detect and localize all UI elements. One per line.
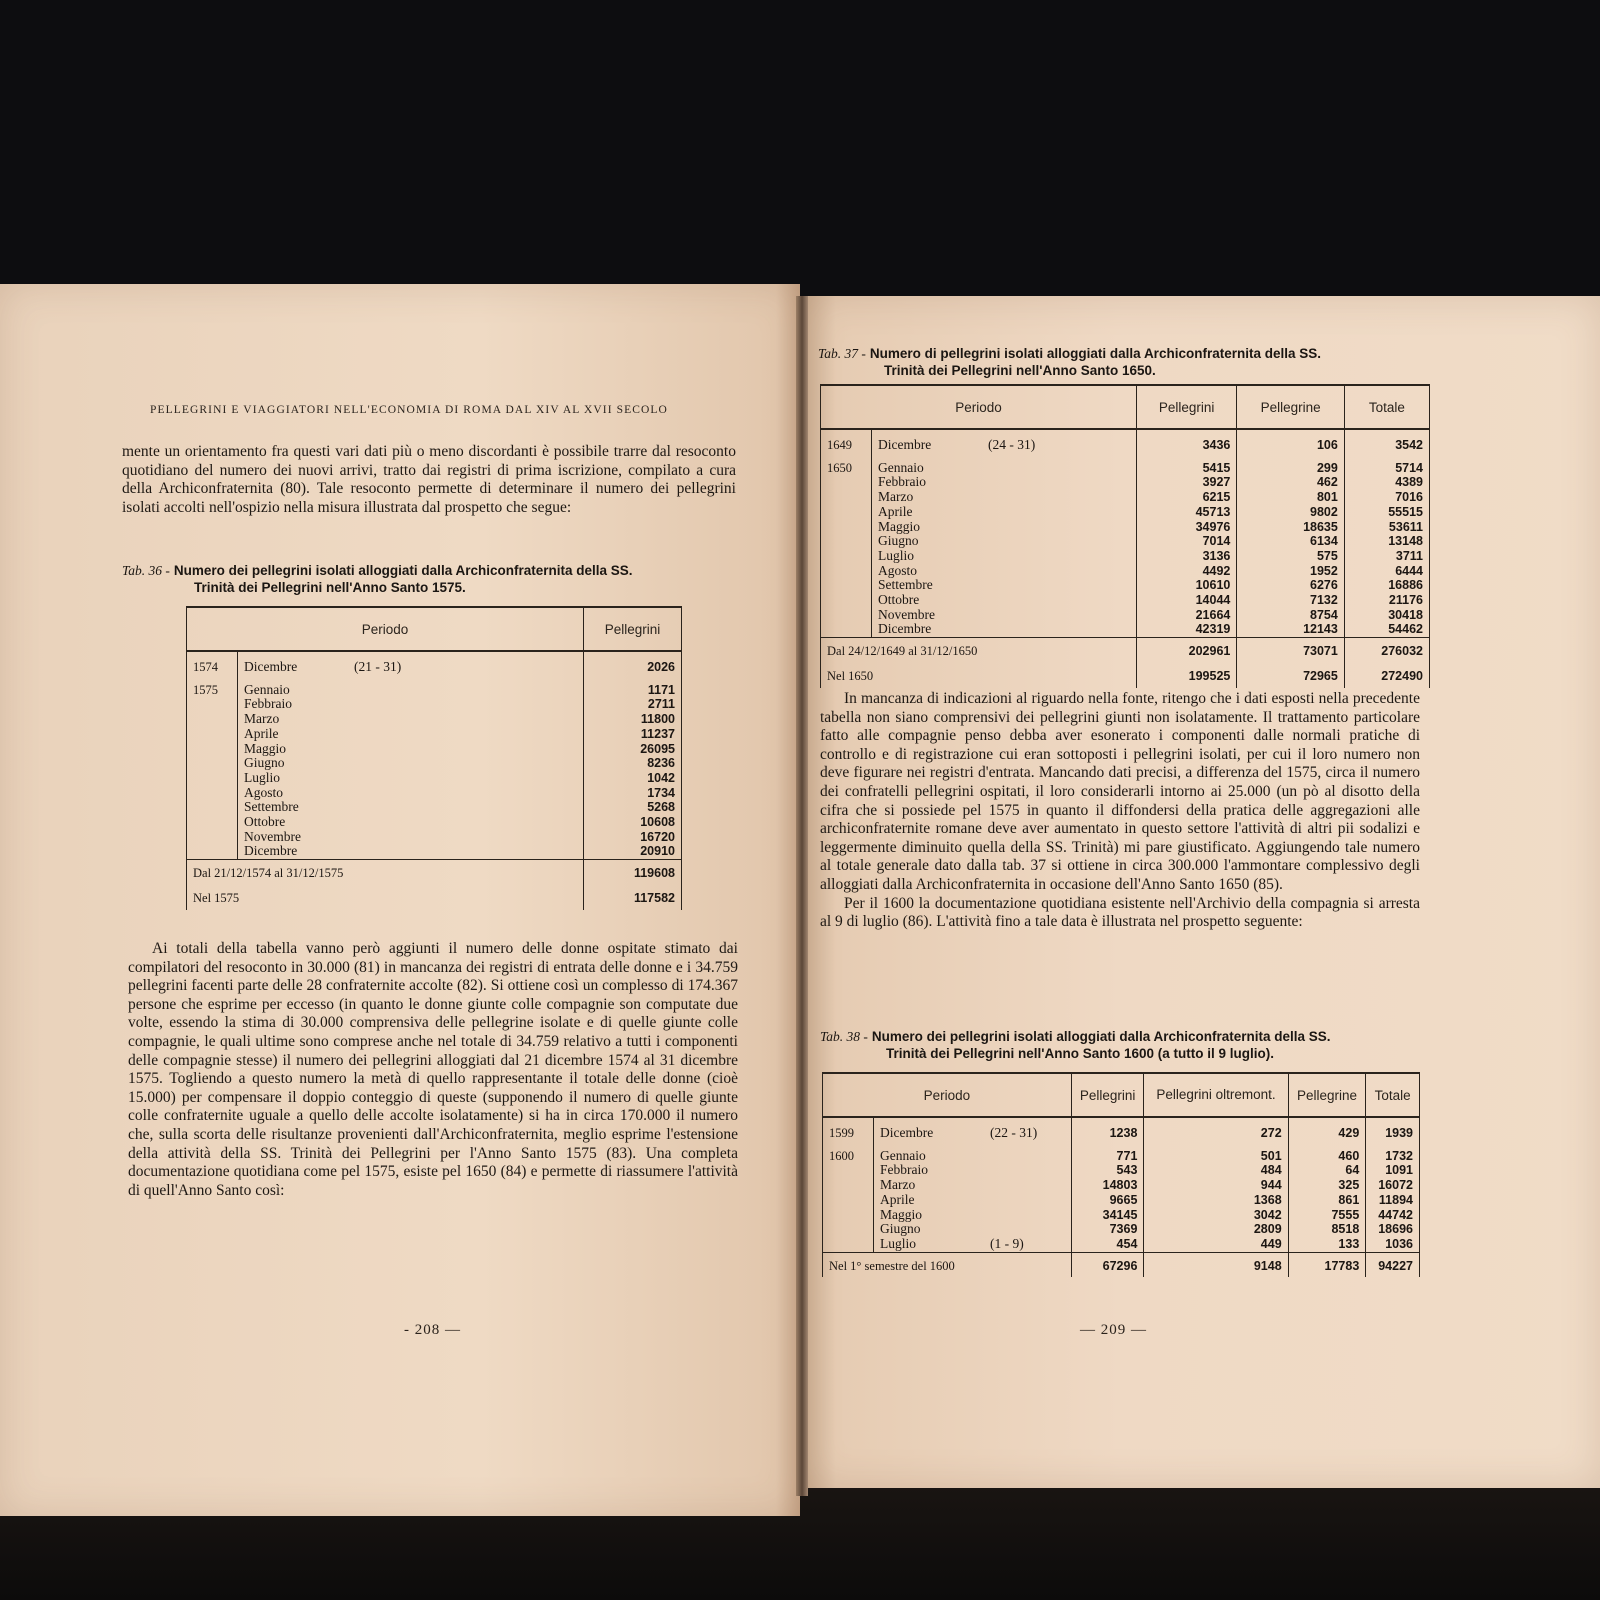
- total-label: Dal 21/12/1574 al 31/12/1575: [187, 860, 584, 885]
- table-row: [187, 786, 682, 801]
- period-cell: [238, 712, 584, 727]
- value-cell: 3136: [1136, 549, 1236, 564]
- month-label: Ottobre: [244, 814, 286, 830]
- value-cell: 429: [1288, 1126, 1366, 1141]
- table-row: [187, 727, 682, 742]
- total-label: Nel 1° semestre del 1600: [823, 1252, 1072, 1277]
- period-cell: [872, 475, 1137, 490]
- period-cell: [872, 461, 1137, 476]
- table-row: [823, 1208, 1420, 1223]
- month-label: Luglio: [878, 547, 914, 563]
- period-cell: [872, 564, 1137, 579]
- book-gutter: [796, 296, 808, 1496]
- col-periodo: Periodo: [821, 385, 1137, 429]
- value-cell: 2711: [584, 697, 682, 712]
- value-cell: 34976: [1136, 520, 1236, 535]
- table-row: [187, 771, 682, 786]
- value-cell: 9665: [1071, 1193, 1144, 1208]
- total-label: Dal 24/12/1649 al 31/12/1650: [821, 638, 1137, 663]
- value-cell: 5415: [1136, 461, 1236, 476]
- period-cell: [874, 1163, 1072, 1178]
- total-row: [821, 663, 1430, 688]
- value-cell: 3436: [1136, 438, 1236, 453]
- value-cell: 26095: [584, 742, 682, 757]
- year-label: 1650: [821, 461, 872, 476]
- period-cell: [238, 683, 584, 698]
- col-pellegrine: Pellegrine: [1237, 385, 1344, 429]
- table-row: [821, 578, 1430, 593]
- col-pellegrine: Pellegrine: [1288, 1073, 1366, 1117]
- value-cell: 7132: [1237, 593, 1344, 608]
- value-cell: 6444: [1344, 564, 1429, 579]
- table-row: [821, 549, 1430, 564]
- table-row: [823, 1237, 1420, 1252]
- value-cell: 34145: [1071, 1208, 1144, 1223]
- value-cell: 18696: [1366, 1222, 1420, 1237]
- table38-caption: Tab. 38 - Numero dei pellegrini isolati alloggiati dalla Archiconfraternita della SS. Trinità dei Pellegrini nell'Anno Santo 1600 (a tutto il 9 luglio).: [820, 1029, 1331, 1061]
- month-label: Dicembre: [244, 843, 298, 859]
- value-cell: 1368: [1144, 1193, 1288, 1208]
- value-cell: 484: [1144, 1163, 1288, 1178]
- value-cell: 55515: [1344, 505, 1429, 520]
- month-label: Luglio: [244, 769, 280, 785]
- period-cell: [238, 771, 584, 786]
- value-cell: 11800: [584, 712, 682, 727]
- table-36: [186, 606, 682, 910]
- value-cell: 2809: [1144, 1222, 1288, 1237]
- value-cell: 462: [1237, 475, 1344, 490]
- value-cell: 1042: [584, 771, 682, 786]
- year-label: 1649: [821, 438, 872, 453]
- value-cell: 16072: [1366, 1178, 1420, 1193]
- month-label: Dicembre: [878, 621, 932, 637]
- value-cell: 14044: [1136, 593, 1236, 608]
- table-row: [821, 475, 1430, 490]
- table37-caption: Tab. 37 - Numero di pellegrini isolati alloggiati dalla Archiconfraternita della SS. Trinità dei Pellegrini nell'Anno Santo 1650.: [818, 346, 1321, 378]
- total-value: 67296: [1071, 1252, 1144, 1277]
- table-row: [823, 1149, 1420, 1164]
- value-cell: 3711: [1344, 549, 1429, 564]
- month-label: Febbraio: [244, 696, 292, 712]
- period-cell: [874, 1208, 1072, 1223]
- value-cell: 1732: [1366, 1149, 1420, 1164]
- col-pellegrini: Pellegrini: [1136, 385, 1236, 429]
- month-label: Aprile: [878, 503, 913, 519]
- table-row: [187, 756, 682, 771]
- value-cell: 1734: [584, 786, 682, 801]
- month-label: Gennaio: [880, 1147, 926, 1163]
- value-cell: 133: [1288, 1237, 1366, 1252]
- body-paragraph-right: In mancanza di indicazioni al riguardo nella fonte, ritengo che i dati esposti nella precedente tabella non siano comprensivi dei pellegrini giunti non isolatamente. Il trattamento particolare fatto alle compagnie penso debba aver esonerato i componenti dalle normali pratiche di controllo e di registrazione cui eran sottoposti i pellegrini isolati, per cui il loro numero non deve figurare nei registri d'entrata. Mancando dati precisi, a differenza del 1575, circa il numero dei confratelli pellegrini ospitati, il loro considerarli intorno ai 25.000 (un pò al disotto della cifra che si possiede pel 1575 in quanto il diffondersi della pratica delle aggregazioni alle archiconfraternite romane deve aver aumentato in questo settore l'attività di altri pii sodalizi e leggermente diminuito quella della SS. Trinità) mi pare giustificato. Aggiungendo tale numero al totale generale dato dalla tab. 37 si ottiene in circa 300.000 l'ammontare complessivo degli alloggiati dalla Archiconfraternita in occasione dell'Anno Santo 1650 (85). Per il 1600 la documentazione quotidiana esistente nell'Archivio della compagnia si arresta al 9 di luglio (86). L'attività fino a tale data è illustrata nel prospetto seguente:: [820, 690, 1420, 931]
- value-cell: 106: [1237, 438, 1344, 453]
- value-cell: 4492: [1136, 564, 1236, 579]
- month-label: Marzo: [244, 711, 280, 727]
- value-cell: 18635: [1237, 520, 1344, 535]
- period-cell: [238, 800, 584, 815]
- period-cell: [874, 1237, 1072, 1252]
- value-cell: 7014: [1136, 534, 1236, 549]
- value-cell: 14803: [1071, 1178, 1144, 1193]
- table-row: [821, 593, 1430, 608]
- range-label: (24 - 31): [988, 437, 1036, 452]
- table36-number: Tab. 36 -: [122, 563, 170, 578]
- value-cell: 543: [1071, 1163, 1144, 1178]
- value-cell: 1939: [1366, 1126, 1420, 1141]
- value-cell: 501: [1144, 1149, 1288, 1164]
- running-head: PELLEGRINI E VIAGGIATORI NELL'ECONOMIA DI ROMA DAL XIV AL XVII SECOLO: [150, 404, 668, 416]
- month-label: Dicembre: [244, 659, 298, 674]
- period-cell: [872, 490, 1137, 505]
- table-row: [187, 800, 682, 815]
- month-label: Aprile: [244, 725, 279, 741]
- month-label: Marzo: [880, 1177, 916, 1193]
- month-label: Marzo: [878, 489, 914, 505]
- period-cell: [872, 438, 1137, 453]
- period-cell: [238, 756, 584, 771]
- table-row: [821, 438, 1430, 453]
- period-cell: [874, 1193, 1072, 1208]
- value-cell: 6134: [1237, 534, 1344, 549]
- total-label: Nel 1575: [187, 885, 584, 910]
- month-label: Gennaio: [878, 459, 924, 475]
- value-cell: 8518: [1288, 1222, 1366, 1237]
- table-38: [822, 1072, 1420, 1277]
- month-label: Giugno: [880, 1221, 921, 1237]
- table-row: [821, 534, 1430, 549]
- table-row: [823, 1193, 1420, 1208]
- month-label: Aprile: [880, 1191, 915, 1207]
- value-cell: 64: [1288, 1163, 1366, 1178]
- period-cell: [872, 578, 1137, 593]
- intro-paragraph: mente un orientamento fra questi vari dati più o meno discordanti è possibile trarre dal resoconto quotidiano del numero dei nuovi arrivi, tratto dai registri di prima iscrizione, compilato a cura della Archiconfraternita (80). Tale resoconto permette di determinare il numero dei pellegrini isolati accolti nell'ospizio nella misura illustrata dal prospetto che segue:: [122, 443, 736, 516]
- value-cell: 21176: [1344, 593, 1429, 608]
- total-value: 119608: [584, 860, 682, 885]
- year-label: 1574: [187, 660, 238, 675]
- total-value: 202961: [1136, 638, 1236, 663]
- value-cell: 1952: [1237, 564, 1344, 579]
- value-cell: 1171: [584, 683, 682, 698]
- value-cell: 299: [1237, 461, 1344, 476]
- year-label: 1575: [187, 683, 238, 698]
- month-label: Dicembre: [880, 1125, 934, 1140]
- period-cell: [874, 1178, 1072, 1193]
- month-label: Settembre: [878, 577, 933, 593]
- total-value: 199525: [1136, 663, 1236, 688]
- table-row: [821, 564, 1430, 579]
- value-cell: 944: [1144, 1178, 1288, 1193]
- table-row: [823, 1126, 1420, 1141]
- total-row: [821, 638, 1430, 663]
- total-value: 94227: [1366, 1252, 1420, 1277]
- period-cell: [872, 622, 1137, 637]
- col-pellegrini-oltremont: Pellegrini oltremont.: [1144, 1073, 1288, 1117]
- table-row: [821, 520, 1430, 535]
- total-label: Nel 1650: [821, 663, 1137, 688]
- table-row: [823, 1163, 1420, 1178]
- value-cell: 325: [1288, 1178, 1366, 1193]
- table-row: [187, 660, 682, 675]
- range-label: (1 - 9): [990, 1235, 1024, 1251]
- col-periodo: Periodo: [187, 607, 584, 651]
- value-cell: 8236: [584, 756, 682, 771]
- value-cell: 861: [1288, 1193, 1366, 1208]
- value-cell: 16886: [1344, 578, 1429, 593]
- value-cell: 11894: [1366, 1193, 1420, 1208]
- month-label: Gennaio: [244, 681, 290, 697]
- period-cell: [238, 697, 584, 712]
- table-row: [823, 1222, 1420, 1237]
- table-row: [821, 505, 1430, 520]
- period-cell: [238, 742, 584, 757]
- value-cell: 3927: [1136, 475, 1236, 490]
- table-row: [821, 461, 1430, 476]
- value-cell: 8754: [1237, 608, 1344, 623]
- col-pellegrini: Pellegrini: [584, 607, 682, 651]
- year-label: 1600: [823, 1149, 874, 1164]
- period-cell: [872, 505, 1137, 520]
- value-cell: 3042: [1144, 1208, 1288, 1223]
- folio-left: - 208 —: [404, 1322, 461, 1338]
- value-cell: 20910: [584, 844, 682, 859]
- period-cell: [874, 1222, 1072, 1237]
- value-cell: 10610: [1136, 578, 1236, 593]
- value-cell: 16720: [584, 830, 682, 845]
- value-cell: 45713: [1136, 505, 1236, 520]
- year-label: 1599: [823, 1126, 874, 1141]
- month-label: Novembre: [878, 606, 935, 622]
- value-cell: 30418: [1344, 608, 1429, 623]
- table-row: [187, 844, 682, 859]
- period-cell: [238, 660, 584, 675]
- month-label: Novembre: [244, 828, 301, 844]
- value-cell: 4389: [1344, 475, 1429, 490]
- month-label: Agosto: [878, 562, 918, 578]
- col-pellegrini: Pellegrini: [1071, 1073, 1144, 1117]
- value-cell: 1036: [1366, 1237, 1420, 1252]
- table-37: [820, 384, 1430, 688]
- value-cell: 575: [1237, 549, 1344, 564]
- value-cell: 1091: [1366, 1163, 1420, 1178]
- table-row: [187, 712, 682, 727]
- period-cell: [872, 608, 1137, 623]
- value-cell: 13148: [1344, 534, 1429, 549]
- value-cell: 53611: [1344, 520, 1429, 535]
- period-cell: [238, 727, 584, 742]
- value-cell: 54462: [1344, 622, 1429, 637]
- period-cell: [874, 1126, 1072, 1141]
- month-label: Maggio: [244, 740, 286, 756]
- table36-caption: Tab. 36 - Numero dei pellegrini isolati alloggiati dalla Archiconfraternita della SS. Trinità dei Pellegrini nell'Anno Santo 1575.: [122, 563, 633, 595]
- value-cell: 6215: [1136, 490, 1236, 505]
- table-row: [187, 683, 682, 698]
- period-cell: [872, 593, 1137, 608]
- table-row: [821, 622, 1430, 637]
- total-row: [823, 1252, 1420, 1277]
- value-cell: 42319: [1136, 622, 1236, 637]
- value-cell: 12143: [1237, 622, 1344, 637]
- table-row: [187, 697, 682, 712]
- folio-right: — 209 —: [1080, 1322, 1147, 1338]
- period-cell: [872, 520, 1137, 535]
- value-cell: 44742: [1366, 1208, 1420, 1223]
- total-value: 9148: [1144, 1252, 1288, 1277]
- value-cell: 7369: [1071, 1222, 1144, 1237]
- value-cell: 771: [1071, 1149, 1144, 1164]
- range-label: (21 - 31): [354, 659, 402, 674]
- table-row: [821, 608, 1430, 623]
- value-cell: 11237: [584, 727, 682, 742]
- value-cell: 6276: [1237, 578, 1344, 593]
- total-row: [187, 885, 682, 910]
- col-totale: Totale: [1344, 385, 1429, 429]
- month-label: Maggio: [878, 518, 920, 534]
- value-cell: 5714: [1344, 461, 1429, 476]
- period-cell: [238, 830, 584, 845]
- month-label: Luglio: [880, 1235, 916, 1251]
- value-cell: 801: [1237, 490, 1344, 505]
- table-row: [187, 815, 682, 830]
- total-row: [187, 860, 682, 885]
- value-cell: 21664: [1136, 608, 1236, 623]
- month-label: Ottobre: [878, 592, 920, 608]
- month-label: Giugno: [878, 533, 919, 549]
- value-cell: 5268: [584, 800, 682, 815]
- value-cell: 7555: [1288, 1208, 1366, 1223]
- value-cell: 2026: [584, 660, 682, 675]
- total-value: 272490: [1344, 663, 1429, 688]
- value-cell: 460: [1288, 1149, 1366, 1164]
- value-cell: 3542: [1344, 438, 1429, 453]
- month-label: Settembre: [244, 799, 299, 815]
- total-value: 276032: [1344, 638, 1429, 663]
- value-cell: 10608: [584, 815, 682, 830]
- value-cell: 7016: [1344, 490, 1429, 505]
- period-cell: [872, 534, 1137, 549]
- month-label: Febbraio: [878, 474, 926, 490]
- value-cell: 272: [1144, 1126, 1288, 1141]
- col-totale: Totale: [1366, 1073, 1420, 1117]
- col-periodo: Periodo: [823, 1073, 1072, 1117]
- value-cell: 1238: [1071, 1126, 1144, 1141]
- period-cell: [238, 844, 584, 859]
- value-cell: 9802: [1237, 505, 1344, 520]
- table-row: [823, 1178, 1420, 1193]
- month-label: Maggio: [880, 1206, 922, 1222]
- period-cell: [872, 549, 1137, 564]
- month-label: Giugno: [244, 755, 285, 771]
- table-row: [821, 490, 1430, 505]
- total-value: 117582: [584, 885, 682, 910]
- total-value: 73071: [1237, 638, 1344, 663]
- period-cell: [874, 1149, 1072, 1164]
- total-value: 17783: [1288, 1252, 1366, 1277]
- body-paragraph-left: Ai totali della tabella vanno però aggiunti il numero delle donne ospitate stimato dai compilatori del resoconto in 30.000 (81) in mancanza dei registri di entrata delle donne e i 34.759 pellegrini facenti parte delle 28 confraternite accolte (82). Si ottiene così un complesso di 174.367 persone che esprime per eccesso (in quanto le donne giunte colle compagnie son computate due volte, essendo la stima di 30.000 comprensiva delle pellegrine isolate e di quelle giunte colle compagnie, le quali ultime sono comprese anche nel totale di 34.759 relativo a tutti i componenti delle compagnie stesse) il numero dei pellegrini alloggiati dal 21 dicembre 1574 al 31 dicembre 1575. Togliendo a questo numero la metà di quello rappresentante il totale delle donne (cioè 15.000) per compensare il doppio conteggio di queste (supponendo il numero di quelle giunte colle confraternite uguale a quello delle accolte isolatamente) si ha in circa 170.000 il numero che, sulla scorta delle risultanze provenienti dall'Archiconfraternita, meglio esprime l'estensione della attività della SS. Trinità dei Pellegrini per l'Anno Santo 1575 (83). Una completa documentazione quotidiana come pel 1575, esiste pel 1650 (84) e permette di riassumere l'attività di quell'Anno Santo così:: [128, 940, 738, 1199]
- period-cell: [238, 786, 584, 801]
- month-label: Agosto: [244, 784, 284, 800]
- month-label: Febbraio: [880, 1162, 928, 1178]
- total-value: 72965: [1237, 663, 1344, 688]
- period-cell: [238, 815, 584, 830]
- range-label: (22 - 31): [990, 1125, 1038, 1140]
- table-row: [187, 830, 682, 845]
- table-row: [187, 742, 682, 757]
- month-label: Dicembre: [878, 437, 932, 452]
- value-cell: 449: [1144, 1237, 1288, 1252]
- value-cell: 454: [1071, 1237, 1144, 1252]
